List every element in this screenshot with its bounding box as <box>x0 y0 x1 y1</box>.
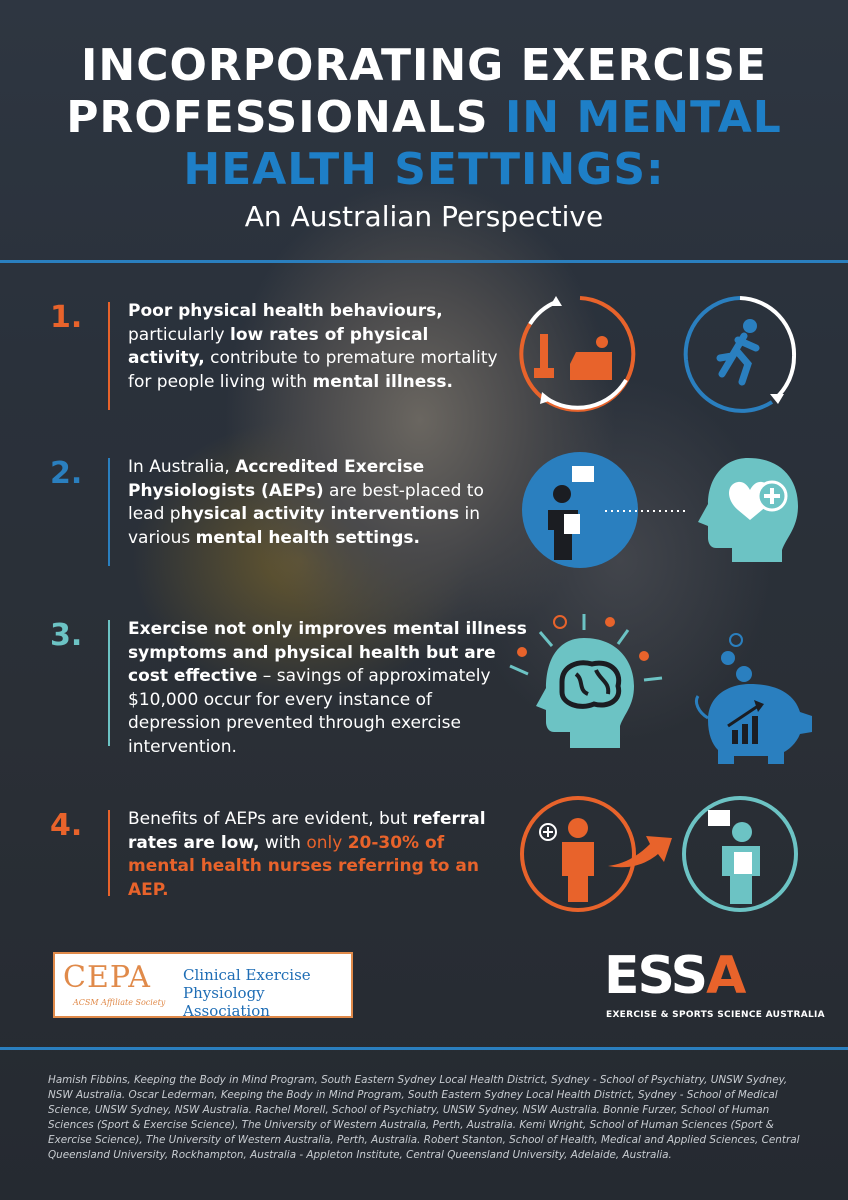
title-line-3: HEALTH SETTINGS: <box>183 144 665 195</box>
bottom-divider <box>0 1047 848 1050</box>
text-run: In Australia, <box>128 457 236 477</box>
point-2-text <box>128 456 508 550</box>
text-run: only <box>306 832 348 853</box>
text-run: with <box>259 832 307 853</box>
page-title <box>0 40 848 196</box>
text-run: hysical activity interventions <box>180 504 460 524</box>
point-3 <box>50 618 527 757</box>
point-1-text <box>128 300 508 394</box>
piggy-bank-savings-icon <box>688 630 818 770</box>
dotted-connector <box>605 505 695 517</box>
point-2 <box>50 456 510 568</box>
essa-mark-accent: A <box>706 946 745 1006</box>
text-run: mental health settings. <box>195 527 420 548</box>
point-4 <box>50 808 510 898</box>
point-2-number: 2. <box>50 456 83 491</box>
title-line-1: INCORPORATING EXERCISE <box>81 40 767 91</box>
text-run: Benefits of AEPs are evident, but <box>128 809 413 829</box>
point-3-text <box>128 618 528 759</box>
text-run: low rates of physical activity, <box>128 324 429 368</box>
author-credits: Hamish Fibbins, Keeping the Body in Mind Program, South Eastern Sydney Local Health District, Sydney - School of Psychiatry, UNSW Sydney, NSW Australia. Oscar Lederman, Keeping the Body in Mind Program, South Eastern Sydney Local Health District, Sydney - School of Medical Science, UNSW Sydney, NSW Australia. Rachel Morell, School of Psychiatry, UNSW Sydney, NSW Australia. Bonnie Furzer, School of Human Sciences (Sport & Exercise Science), The University of Western Australia, Perth, Australia. Kemi Wright, School of Human Sciences (Sport & Exercise Science), The University of Western Australia, Perth, Australia. Robert Stanton, School of Health, Medical and Applied Sciences, Central Queensland University, Rockhampton, Australia - Appleton Institute, Central Queensland University, Adelaide, Australia. <box>48 1074 800 1161</box>
point-2-bar <box>108 458 110 566</box>
point-3-number: 3. <box>50 618 83 653</box>
text-run: Exercise not only improves mental illness symptoms and physical health but are cost effective <box>128 619 527 686</box>
text-run: Accredited Exercise Physiologists (AEPs) <box>128 457 425 501</box>
page-subtitle: An Australian Perspective <box>244 200 604 233</box>
tv-couch-cycle-icon <box>516 294 644 414</box>
text-run: particularly <box>128 324 231 345</box>
text-run: – savings of approximately $10,000 occur for every instance of depression prevented through exercise intervention. <box>128 666 491 757</box>
title-line-2 <box>0 92 848 144</box>
point-3-bar <box>108 620 110 746</box>
text-run: mental illness. <box>312 371 453 392</box>
title-line-2-blue: IN MENTAL <box>504 92 782 143</box>
point-1 <box>50 300 510 412</box>
cepa-mark: CEPA <box>63 960 151 995</box>
text-run: 20-30% of mental health nurses referring to an AEP. <box>128 832 479 900</box>
point-4-bar <box>108 810 110 896</box>
point-4-text <box>128 808 508 902</box>
point-1-bar <box>108 302 110 410</box>
text-run: are best-placed to lead p <box>128 480 484 524</box>
exercise-physiologist-icon <box>680 794 802 914</box>
head-heart-plus-icon <box>690 454 806 564</box>
cepa-logo <box>53 952 353 1018</box>
text-run: Poor physical health behaviours, <box>128 301 443 321</box>
top-divider <box>0 260 848 263</box>
arrow-icon <box>606 826 676 870</box>
essa-mark-main: ESS <box>604 946 707 1006</box>
point-4-number: 4. <box>50 808 83 843</box>
essa-mark <box>604 946 744 1006</box>
text-run: contribute to premature mortality for people living with <box>128 348 498 392</box>
essa-logo <box>604 946 825 1026</box>
essa-tagline: EXERCISE & SPORTS SCIENCE AUSTRALIA <box>606 1010 825 1020</box>
brain-activity-icon <box>500 608 670 758</box>
title-line-2-white: PROFESSIONALS <box>66 92 505 143</box>
text-run: referral rates are low, <box>128 809 486 853</box>
text-run: in various <box>128 504 480 548</box>
cepa-name: Clinical Exercise Physiology Association <box>183 966 311 1020</box>
point-1-number: 1. <box>50 300 83 335</box>
running-person-cycle-icon <box>676 294 804 414</box>
cepa-affiliate-text: ACSM Affiliate Society <box>73 998 166 1007</box>
